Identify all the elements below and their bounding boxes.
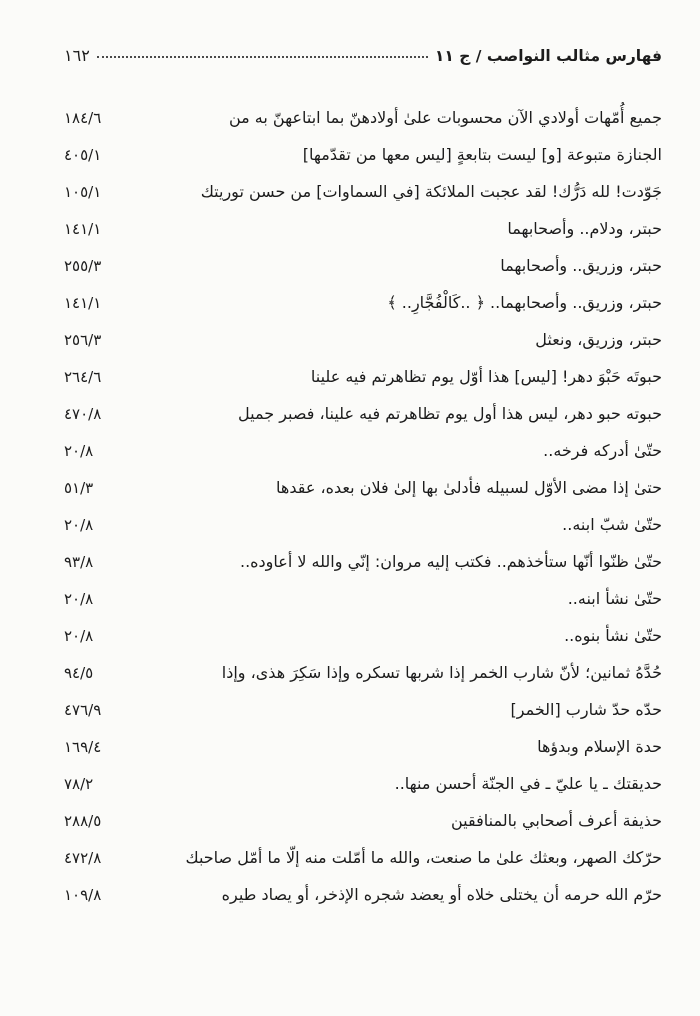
index-entry-row bbox=[64, 358, 662, 395]
index-entry-row bbox=[64, 136, 662, 173]
index-entry-list bbox=[64, 99, 662, 913]
entry-page-ref: ٤٧٢/٨ bbox=[64, 848, 102, 867]
entry-page-ref: ٩٤/٥ bbox=[64, 663, 94, 682]
entry-page-ref: ٩٣/٨ bbox=[64, 552, 94, 571]
entry-text: حدّه حدّ شارب [الخمر] bbox=[510, 699, 662, 719]
entry-text: حتّىٰ نشأ بنوه.. bbox=[564, 625, 662, 645]
entry-page-ref: ١٠٥/١ bbox=[64, 182, 102, 201]
entry-text: حبوتَه حَبْوَ دهر! [ليس] هذا أوّل يوم تظاهرتم فيه علينا bbox=[310, 366, 662, 386]
index-entry-row bbox=[64, 506, 662, 543]
index-entry-row bbox=[64, 617, 662, 654]
entry-text: حتّىٰ ظنّوا أنّها ستأخذهم.. فكتب إليه مروان: إنّي والله لا أعاوده.. bbox=[239, 551, 662, 571]
page-number: ١٦٢ bbox=[64, 46, 90, 65]
index-entry-row bbox=[64, 210, 662, 247]
entry-text: حدة الإسلام وبدؤها bbox=[537, 736, 662, 756]
index-entry-row bbox=[64, 691, 662, 728]
entry-page-ref: ٢٠/٨ bbox=[64, 626, 94, 645]
index-entry-row bbox=[64, 99, 662, 136]
entry-text: حرّكك الصهر، وبعثك علىٰ ما صنعت، والله ما أمّلت منه إلّا ما أمّل صاحبك bbox=[185, 847, 662, 867]
entry-page-ref: ١٦٩/٤ bbox=[64, 737, 102, 756]
entry-page-ref: ٢٠/٨ bbox=[64, 441, 94, 460]
entry-text: الجنازة متبوعة [و] ليست بتابعةٍ [ليس معها من تقدّمها] bbox=[302, 144, 662, 164]
entry-page-ref: ٢٥٥/٣ bbox=[64, 256, 102, 275]
entry-text: جَوّدت! لله دَرُّك! لقد عجبت الملائكة [في السماوات] من حسن توريتك bbox=[200, 181, 662, 201]
entry-text: حتّىٰ شبّ ابنه.. bbox=[562, 514, 662, 534]
index-entry-row bbox=[64, 765, 662, 802]
index-entry-row bbox=[64, 543, 662, 580]
index-entry-row bbox=[64, 321, 662, 358]
index-entry-row bbox=[64, 580, 662, 617]
entry-page-ref: ٢٦٤/٦ bbox=[64, 367, 102, 386]
index-entry-row bbox=[64, 469, 662, 506]
entry-page-ref: ٢٠/٨ bbox=[64, 515, 94, 534]
dotted-leader bbox=[97, 56, 428, 58]
entry-page-ref: ٢٠/٨ bbox=[64, 589, 94, 608]
entry-page-ref: ١٤١/١ bbox=[64, 219, 102, 238]
entry-text: حبتر، وزريق.. وأصحابهما bbox=[500, 255, 662, 275]
index-entry-row bbox=[64, 395, 662, 432]
entry-text: حُدَّهُ ثمانين؛ لأنّ شارب الخمر إذا شربها تسكره وإذا سَكِرَ هذى، وإذا bbox=[221, 662, 662, 682]
entry-text: حتىٰ إذا مضى الأوّل لسبيله فأدلىٰ بها إلىٰ فلان بعده، عقدها bbox=[276, 477, 662, 497]
entry-page-ref: ٤٠٥/١ bbox=[64, 145, 102, 164]
entry-page-ref: ٥١/٣ bbox=[64, 478, 94, 497]
entry-page-ref: ٢٥٦/٣ bbox=[64, 330, 102, 349]
entry-page-ref: ١٨٤/٦ bbox=[64, 108, 102, 127]
entry-text: جميع أُمّهات أولادي الآن محسوبات علىٰ أولادهنّ بما ابتاعهنّ به من bbox=[228, 107, 662, 127]
entry-page-ref: ٧٨/٢ bbox=[64, 774, 94, 793]
entry-text: حديقتك ـ يا عليّ ـ في الجنّة أحسن منها.. bbox=[394, 773, 662, 793]
entry-page-ref: ٤٧٦/٩ bbox=[64, 700, 102, 719]
index-entry-row bbox=[64, 284, 662, 321]
index-entry-row bbox=[64, 839, 662, 876]
index-entry-row bbox=[64, 802, 662, 839]
entry-text: حرّم الله حرمه أن يختلى خلاه أو يعضد شجره الإذخر، أو يصاد طيره bbox=[221, 884, 662, 904]
index-entry-row bbox=[64, 432, 662, 469]
index-entry-row bbox=[64, 654, 662, 691]
entry-text: حبوته حبو دهر، ليس هذا أول يوم تظاهرتم فيه علينا، فصبر جميل bbox=[238, 403, 662, 423]
entry-text: حبتر، وزريق، ونعثل bbox=[535, 329, 662, 349]
entry-text: حذيفة أعرف أصحابي بالمنافقين bbox=[450, 810, 662, 830]
entry-page-ref: ٤٧٠/٨ bbox=[64, 404, 102, 423]
entry-page-ref: ١٠٩/٨ bbox=[64, 885, 102, 904]
entry-text: حبتر، وزريق.. وأصحابهما.. ﴿ ..كَالْفُجَّارِ.. ﴾ bbox=[387, 292, 662, 312]
entry-page-ref: ٢٨٨/٥ bbox=[64, 811, 102, 830]
running-head bbox=[64, 46, 662, 65]
index-entry-row bbox=[64, 876, 662, 913]
index-entry-row bbox=[64, 247, 662, 284]
entry-text: حتّىٰ أدركه فرخه.. bbox=[543, 440, 662, 460]
index-entry-row bbox=[64, 728, 662, 765]
entry-text: حبتر، ودلام.. وأصحابهما bbox=[507, 218, 662, 238]
index-entry-row bbox=[64, 173, 662, 210]
book-title: فهارس مثالب النواصب / ج ١١ bbox=[434, 47, 662, 65]
entry-page-ref: ١٤١/١ bbox=[64, 293, 102, 312]
entry-text: حتّىٰ نشأ ابنه.. bbox=[567, 588, 662, 608]
